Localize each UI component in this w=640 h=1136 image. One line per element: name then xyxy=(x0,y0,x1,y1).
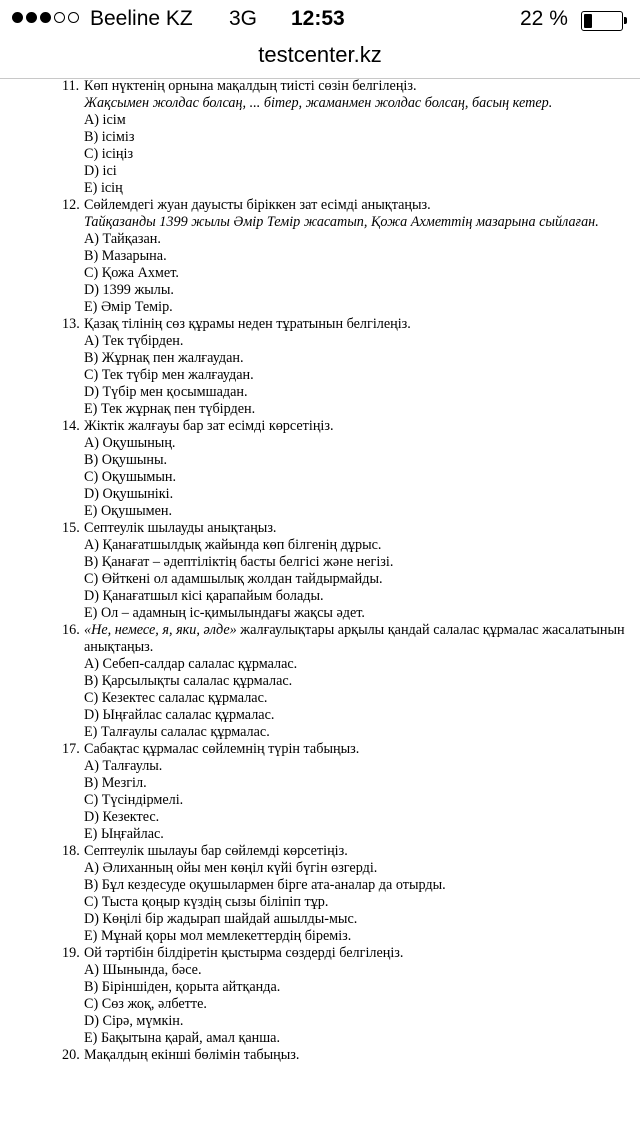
battery-fill xyxy=(584,14,592,28)
answer-option: B) Мазарына. xyxy=(84,248,167,264)
answer-option: E) Оқушымен. xyxy=(84,503,173,519)
question-header xyxy=(62,520,632,537)
question-number: 11. xyxy=(62,78,80,94)
question-item xyxy=(62,197,632,316)
answer-option: C) Сөз жоқ, әлбетте. xyxy=(84,996,207,1012)
answer-option: E) Мұнай қоры мол мемлекеттердің біреміз. xyxy=(84,928,352,944)
question-stem-text: Мақалдың екінші бөлімін табыңыз. xyxy=(84,1047,300,1063)
answer-option: B) Қанағат – әдептіліктің басты белгісі және негізі. xyxy=(84,554,394,570)
answer-options xyxy=(62,656,632,741)
answer-options xyxy=(62,231,632,316)
signal-dot xyxy=(68,12,79,23)
answer-option: D) Оқушынікі. xyxy=(84,486,174,502)
question-body xyxy=(84,520,632,537)
question-stem xyxy=(84,316,632,333)
answer-option: D) Қанағатшыл кісі қарапайым болады. xyxy=(84,588,324,604)
answer-option: C) Өйткені ол адамшылық жолдан тайдырмайды. xyxy=(84,571,383,587)
question-list xyxy=(62,78,632,1064)
answer-option: D) Кезектес. xyxy=(84,809,160,825)
answer-option: C) ісіңіз xyxy=(84,146,134,162)
question-body xyxy=(84,945,632,962)
answer-options xyxy=(62,435,632,520)
answer-option: C) Оқушымын. xyxy=(84,469,177,485)
question-stem xyxy=(84,520,632,537)
answer-option: E) ісің xyxy=(84,180,123,196)
question-item xyxy=(62,622,632,741)
answer-option: C) Кезектес салалас құрмалас. xyxy=(84,690,268,706)
question-item xyxy=(62,520,632,622)
question-stem-text: Сабақтас құрмалас сөйлемнің түрін табыңыз. xyxy=(84,741,360,757)
question-quote: Жақсымен жолдас болсаң, ... бітер, жаманмен жолдас болсаң, басың кетер. xyxy=(84,95,553,111)
question-stem-text: жалғаулықтары арқылы қандай салалас құрмалас жасалатынын анықтаңыз. xyxy=(84,622,625,655)
question-header xyxy=(62,843,632,860)
question-header xyxy=(62,316,632,333)
question-stem xyxy=(84,1047,632,1064)
answer-options xyxy=(62,537,632,622)
question-item xyxy=(62,316,632,418)
answer-option: B) Жұрнақ пен жалғаудан. xyxy=(84,350,244,366)
question-number: 14. xyxy=(62,418,80,434)
question-number: 15. xyxy=(62,520,80,536)
question-header xyxy=(62,197,632,231)
answer-option: C) Түсіндірмелі. xyxy=(84,792,184,808)
question-stem-text: Септеулік шылауы бар сөйлемді көрсетіңіз. xyxy=(84,843,348,859)
answer-option: E) Тек жұрнақ пен түбірден. xyxy=(84,401,256,417)
question-stem-text: Септеулік шылауды анықтаңыз. xyxy=(84,520,277,536)
battery-icon xyxy=(581,11,623,31)
question-stem-text: Сөйлемдегі жуан дауысты біріккен зат есімді анықтаңыз. xyxy=(84,197,431,213)
question-stem xyxy=(84,78,632,95)
question-stem xyxy=(84,945,632,962)
question-body xyxy=(84,843,632,860)
answer-option: A) Шынында, бәсе. xyxy=(84,962,202,978)
question-body xyxy=(84,316,632,333)
signal-dot xyxy=(54,12,65,23)
question-header xyxy=(62,78,632,112)
answer-option: B) ісіміз xyxy=(84,129,135,145)
answer-options xyxy=(62,112,632,197)
question-stem xyxy=(84,741,632,758)
question-stem-text: Жіктік жалғауы бар зат есімді көрсетіңіз. xyxy=(84,418,334,434)
question-number: 13. xyxy=(62,316,80,332)
question-number: 19. xyxy=(62,945,80,961)
question-header xyxy=(62,741,632,758)
question-number: 17. xyxy=(62,741,80,757)
answer-option: E) Ол – адамның іс-қимылындағы жақсы әдет. xyxy=(84,605,365,621)
question-body xyxy=(84,622,632,656)
question-stem-text: Қазақ тілінің сөз құрамы неден тұратынын белгілеңіз. xyxy=(84,316,411,332)
question-item xyxy=(62,418,632,520)
battery-tip xyxy=(624,17,627,24)
answer-options xyxy=(62,962,632,1047)
answer-option: C) Қожа Ахмет. xyxy=(84,265,179,281)
answer-option: C) Тыста қоңыр күздің сызы біліпіп тұр. xyxy=(84,894,329,910)
battery-percent: 22 % xyxy=(520,7,568,30)
question-number: 12. xyxy=(62,197,80,213)
signal-dot xyxy=(26,12,37,23)
answer-option: A) Қанағатшылдық жайында көп білгенің дұрыс. xyxy=(84,537,382,553)
answer-option: D) Сірә, мүмкін. xyxy=(84,1013,184,1029)
question-stem-quoted: «Не, немесе, я, яки, әлде» xyxy=(84,622,237,638)
answer-option: A) Себеп-салдар салалас құрмалас. xyxy=(84,656,298,672)
question-number: 20. xyxy=(62,1047,80,1063)
question-body xyxy=(84,741,632,758)
answer-option: D) ісі xyxy=(84,163,117,179)
question-stem xyxy=(84,418,632,435)
question-number: 18. xyxy=(62,843,80,859)
question-body xyxy=(84,78,632,112)
question-stem xyxy=(84,843,632,860)
answer-option: B) Оқушыны. xyxy=(84,452,168,468)
url-domain[interactable]: testcenter.kz xyxy=(258,42,382,67)
signal-dot xyxy=(12,12,23,23)
answer-option: A) Талғаулы. xyxy=(84,758,163,774)
question-stem-text: Көп нүктенің орнына мақалдың тиісті сөзін белгілеңіз. xyxy=(84,78,417,94)
answer-option: D) Көңілі бір жадырап шайдай ашылды-мыс. xyxy=(84,911,358,927)
signal-strength-icon xyxy=(12,12,79,23)
answer-option: E) Ыңғайлас. xyxy=(84,826,164,842)
question-header xyxy=(62,945,632,962)
answer-option: A) Тек түбірден. xyxy=(84,333,184,349)
network-type: 3G xyxy=(229,7,258,30)
question-body xyxy=(84,418,632,435)
question-header xyxy=(62,418,632,435)
status-bar xyxy=(0,0,640,40)
answer-option: E) Талғаулы салалас құрмалас. xyxy=(84,724,270,740)
answer-option: D) 1399 жылы. xyxy=(84,282,174,298)
answer-option: E) Бақытына қарай, амал қанша. xyxy=(84,1030,281,1046)
question-stem xyxy=(84,197,632,214)
answer-options xyxy=(62,333,632,418)
question-header xyxy=(62,622,632,656)
clock: 12:53 xyxy=(291,7,345,30)
answer-option: A) ісім xyxy=(84,112,126,128)
answer-option: B) Біріншіден, қорыта айтқанда. xyxy=(84,979,281,995)
question-header xyxy=(62,1047,632,1064)
carrier-name: Beeline KZ xyxy=(90,7,193,30)
answer-option: D) Ыңғайлас салалас құрмалас. xyxy=(84,707,275,723)
question-stem xyxy=(84,622,632,656)
answer-option: A) Оқушының. xyxy=(84,435,176,451)
answer-option: D) Түбір мен қосымшадан. xyxy=(84,384,248,400)
document-view[interactable] xyxy=(0,78,640,1136)
answer-option: B) Қарсылықты салалас құрмалас. xyxy=(84,673,293,689)
answer-option: A) Тайқазан. xyxy=(84,231,161,247)
question-body xyxy=(84,1047,632,1064)
question-item xyxy=(62,741,632,843)
question-item xyxy=(62,945,632,1047)
answer-options xyxy=(62,860,632,945)
question-item xyxy=(62,78,632,197)
answer-option: C) Тек түбір мен жалғаудан. xyxy=(84,367,254,383)
answer-options xyxy=(62,758,632,843)
signal-dot xyxy=(40,12,51,23)
address-bar[interactable] xyxy=(0,40,640,79)
question-body xyxy=(84,197,632,231)
answer-option: E) Әмір Темір. xyxy=(84,299,173,315)
question-item xyxy=(62,1047,632,1064)
question-stem-text: Ой тәртібін білдіретін қыстырма сөздерді белгілеңіз. xyxy=(84,945,404,961)
answer-option: B) Бұл кездесуде оқушылармен бірге ата-аналар да отырды. xyxy=(84,877,446,893)
question-quote: Тайқазанды 1399 жылы Әмір Темір жасатып, Қожа Ахметтің мазарына сыйлаған. xyxy=(84,214,599,230)
answer-option: B) Мезгіл. xyxy=(84,775,147,791)
question-item xyxy=(62,843,632,945)
answer-option: A) Әлиханның ойы мен көңіл күйі бүгін өзгерді. xyxy=(84,860,378,876)
question-number: 16. xyxy=(62,622,80,638)
